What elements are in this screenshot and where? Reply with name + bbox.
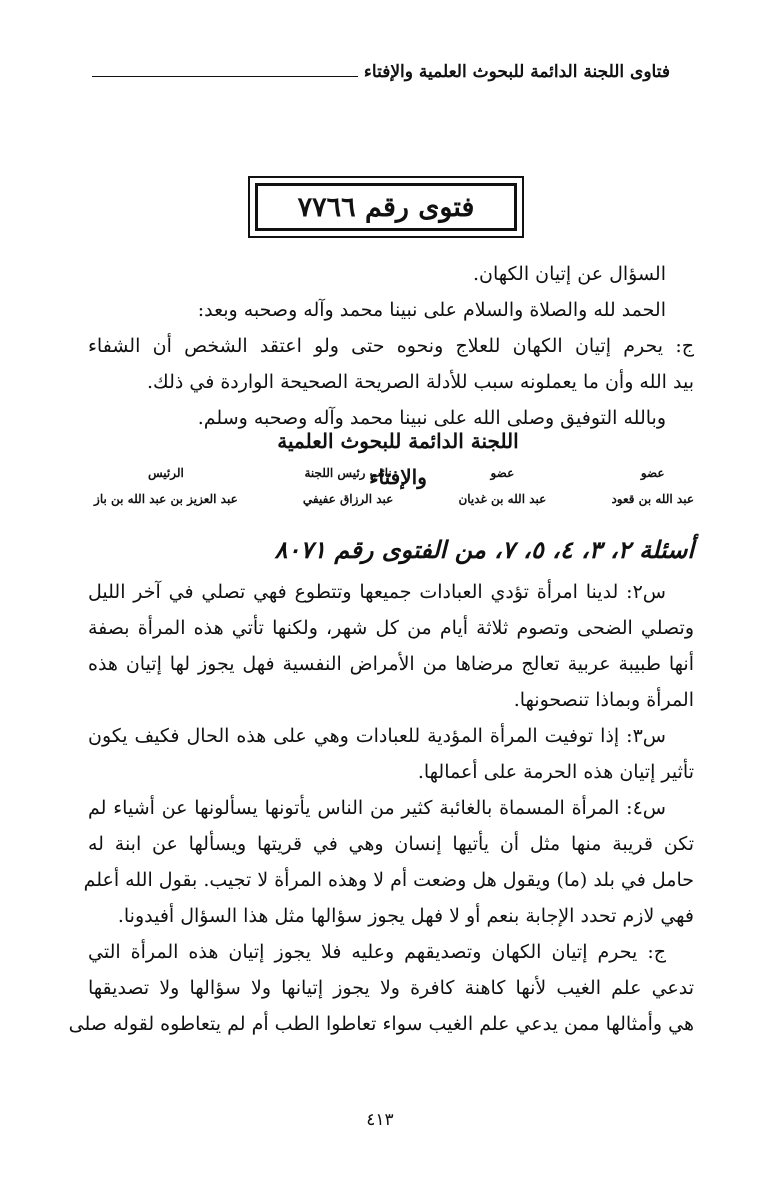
answer-line: تدعي علم الغيب لأنها كاهنة كافرة ولا يجوز إتيانها ولا سؤالها ولا تصديقها: [88, 977, 694, 999]
fatwa-title: فتوى رقم ٧٧٦٦: [297, 191, 475, 223]
question-line: حامل في بلد (ما) ويقول هل وضعت أم لا وهذه المرأة لا تجيب. بقول الله أعلم: [83, 869, 694, 891]
question-line: فهي لازم تحدد الإجابة بنعم أو لا فهل يجوز سؤالها مثل هذا السؤال أفيدونا.: [117, 905, 694, 927]
page-number: ٤١٣: [366, 1110, 394, 1130]
signatory: [94, 460, 238, 512]
fatwa-title-frame: [255, 183, 517, 231]
questions-body: [68, 574, 694, 1042]
signatory-role: عضو: [490, 466, 515, 480]
signatory-name: عبد الله بن قعود: [611, 492, 694, 506]
signatory: [611, 460, 694, 512]
fatwa-title-box: [248, 176, 524, 238]
question-line: س٣: إذا توفيت المرأة المؤدية للعبادات وهي على هذه الحال فكيف يكون: [88, 725, 666, 747]
signatory-name: عبد الله بن غديان: [458, 492, 547, 506]
signatories: [94, 460, 694, 512]
question-line: المرأة وبماذا تنصحونها.: [513, 689, 694, 711]
fatwa-line: وبالله التوفيق وصلى الله على نبينا محمد وآله وصحبه وسلم.: [197, 407, 666, 429]
answer-line: هي وأمثالها ممن يدعي علم الغيب سواء تعاطوا الطب أم لم يتعاطوه لقوله صلى: [68, 1013, 694, 1035]
questions-title: أسئلة ٢، ٣، ٤، ٥، ٧، من الفتوى رقم ٨٠٧١: [274, 535, 694, 564]
signatory-role: نائب رئيس اللجنة: [304, 466, 392, 480]
signatory-name: عبد الرزاق عفيفي: [302, 492, 394, 506]
question-line: تكن قريبة منها مثل أن يأتيها إنسان وهي في قريتها ويسألها عن ابنة له: [88, 833, 694, 855]
answer-line: ج: يحرم إتيان الكهان وتصديقهم وعليه فلا يجوز إتيان هذه المرأة التي: [88, 941, 666, 963]
fatwa-body: [88, 256, 694, 436]
fatwa-line: السؤال عن إتيان الكهان.: [473, 263, 666, 285]
question-line: وتصلي الضحى وتصوم ثلاثة أيام من كل شهر، ولكنها تأتي هذه المرأة بصفة: [88, 617, 694, 639]
signatory: [303, 460, 393, 512]
fatwa-line: الحمد لله والصلاة والسلام على نبينا محمد وآله وصحبه وبعد:: [197, 299, 666, 321]
signatory-role: الرئيس: [147, 466, 184, 480]
committee-name: اللجنة الدائمة للبحوث العلمية والإفتاء: [277, 429, 519, 489]
signatory: [458, 460, 546, 512]
signatory-name: عبد العزيز بن عبد الله بن باز: [94, 492, 238, 506]
running-title: فتاوى اللجنة الدائمة للبحوث العلمية والإفتاء: [363, 62, 670, 82]
question-line: س٤: المرأة المسماة بالغائبة كثير من الناس يأتونها يسألونها عن أشياء لم: [88, 797, 666, 819]
question-line: أنها طبيبة عربية تعالج مرضاها من الأمراض النفسية فهل يجوز لها إتيان هذه: [88, 653, 694, 675]
question-line: س٢: لدينا امرأة تؤدي العبادات جميعها وتتطوع فهي تصلي في آخر الليل: [88, 581, 666, 603]
fatwa-line: بيد الله وأن ما يعملونه سبب للأدلة الصريحة الصحيحة الواردة في ذلك.: [147, 371, 694, 393]
signatory-role: عضو: [640, 466, 665, 480]
running-header: [92, 62, 670, 82]
fatwa-line: ج: يحرم إتيان الكهان للعلاج ونحوه حتى ولو اعتقد الشخص أن الشفاء: [88, 335, 694, 357]
header-rule: [92, 76, 358, 77]
question-line: تأثير إتيان هذه الحرمة على أعمالها.: [417, 761, 694, 783]
